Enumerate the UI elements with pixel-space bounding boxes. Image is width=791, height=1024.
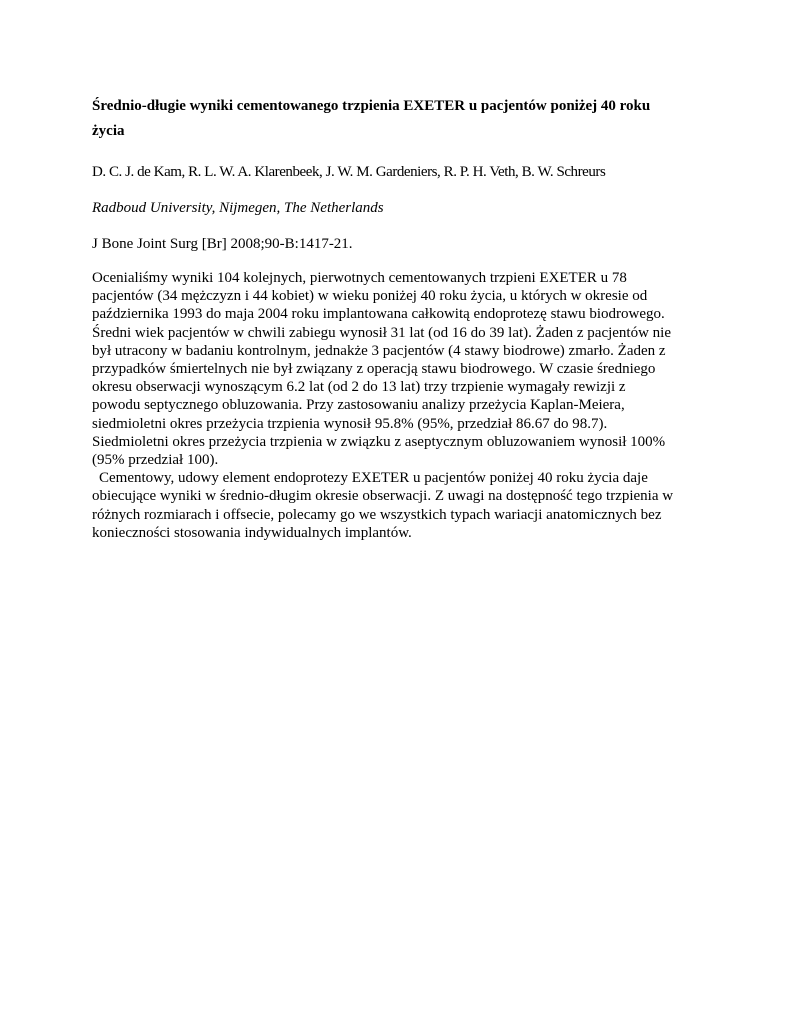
abstract-line: Cementowy, udowy element endoprotezy EXETER u pacjentów poniżej 40 roku życia daje bbox=[99, 470, 648, 487]
abstract-line: (95% przedział 100). bbox=[92, 452, 219, 469]
abstract-line: różnych rozmiarach i offsecie, polecamy go we wszystkich typach wariacji anatomicznych bez bbox=[92, 506, 662, 523]
abstract-line: konieczności stosowania indywidualnych implantów. bbox=[92, 524, 412, 541]
abstract-line: Ocenialiśmy wyniki 104 kolejnych, pierwotnych cementowanych trzpieni EXETER u 78 bbox=[92, 270, 627, 286]
article-title-line-1: Średnio-długie wyniki cementowanego trzpienia EXETER u pacjentów poniżej 40 roku bbox=[92, 98, 651, 114]
author-list: D. C. J. de Kam, R. L. W. A. Klarenbeek, J. W. M. Gardeniers, R. P. H. Veth, B. W. Schreurs bbox=[92, 164, 606, 180]
abstract-text bbox=[92, 269, 704, 542]
affiliation: Radboud University, Nijmegen, The Netherlands bbox=[92, 200, 384, 216]
abstract-line: pacjentów (34 mężczyzn i 44 kobiet) w wieku poniżej 40 roku życia, u których w okresie od bbox=[92, 288, 648, 305]
abstract-line: powodu septycznego obluzowania. Przy zastosowaniu analizy przeżycia Kaplan-Meiera, bbox=[92, 397, 625, 414]
abstract-line: Siedmioletni okres przeżycia trzpienia w związku z aseptycznym obluzowaniem wynosił 100% bbox=[92, 433, 666, 450]
article-title bbox=[92, 94, 692, 144]
abstract-line: przypadków śmiertelnych nie był związany z operacją stawu biodrowego. W czasie średniego bbox=[92, 361, 656, 378]
abstract-line: października 1993 do maja 2004 roku implantowana całkowitą endoprotezę stawu biodrowego. bbox=[92, 306, 665, 323]
abstract-line: obiecujące wyniki w średnio-długim okresie obserwacji. Z uwagi na dostępność tego trzpienia w bbox=[92, 488, 674, 505]
abstract-line: był utracony w badaniu kontrolnym, jednakże 3 pacjentów (4 stawy biodrowe) zmarło. Żaden z bbox=[92, 342, 666, 359]
journal-citation: J Bone Joint Surg [Br] 2008;90-B:1417-21. bbox=[92, 236, 353, 252]
abstract-line: okresu obserwacji wynoszącym 6.2 lat (od 2 do 13 lat) trzy trzpienie wymagały rewizji z bbox=[92, 379, 626, 396]
article-title-line-2: życia bbox=[92, 123, 125, 139]
abstract-line: Średni wiek pacjentów w chwili zabiegu wynosił 31 lat (od 16 do 39 lat). Żaden z pacjentów nie bbox=[92, 324, 672, 341]
abstract-line: siedmioletni okres przeżycia trzpienia wynosił 95.8% (95%, przedział 86.67 do 98.7). bbox=[92, 415, 608, 432]
